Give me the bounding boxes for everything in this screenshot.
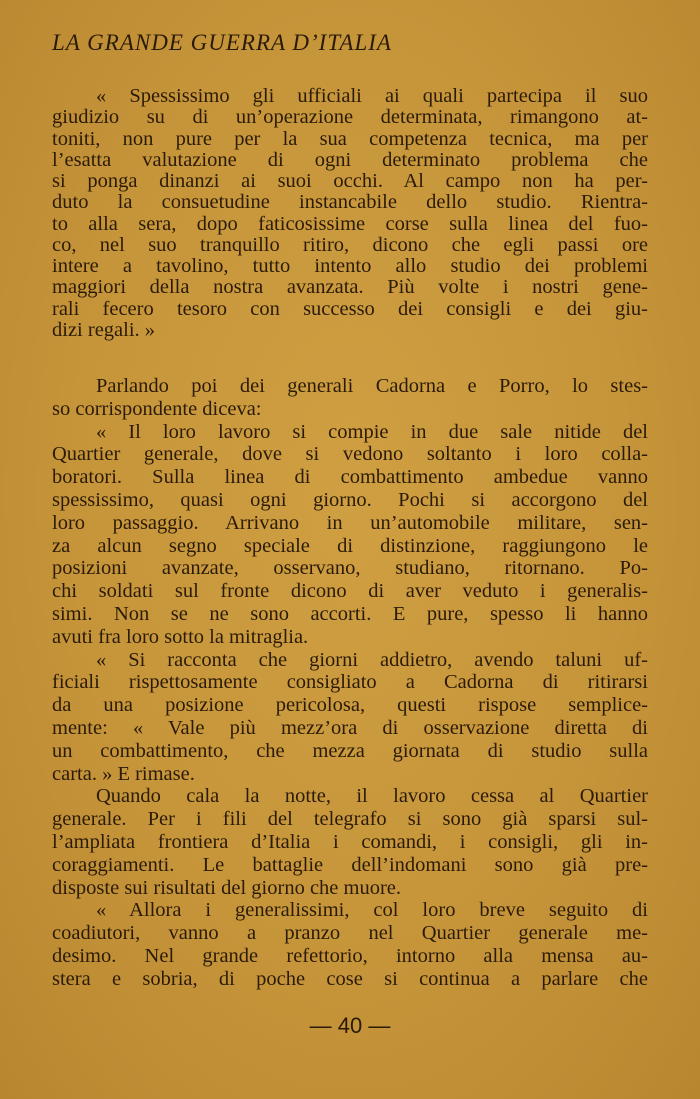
text-line: Quartier generale, dove si vedono soltanto i loro colla- <box>52 443 648 466</box>
text-line: l’ampliata frontiera d’Italia i comandi, i consigli, gli in- <box>52 830 648 853</box>
text-block-quote <box>52 86 648 341</box>
text-line: spessissimo, quasi ogni giorno. Pochi si accorgono del <box>52 488 648 511</box>
text-line: « Si racconta che giorni addietro, avendo taluni uf- <box>96 648 648 671</box>
text-line: simi. Non se ne sono accorti. E pure, spesso li hanno <box>52 602 648 625</box>
text-line: da una posizione pericolosa, questi rispose semplice- <box>52 694 648 717</box>
text-block-main <box>52 375 648 991</box>
text-line: co, nel suo tranquillo ritiro, dicono che egli passi ore <box>52 233 648 256</box>
text-line: mente: « Vale più mezz’ora di osservazione diretta di <box>52 716 648 739</box>
text-line: duto la consuetudine instancabile dello studio. Rientra- <box>52 191 648 214</box>
text-line: rali fecero tesoro con successo dei consigli e dei giu- <box>52 297 648 320</box>
text-line: carta. » E rimase. <box>52 762 195 785</box>
text-line: intere a tavolino, tutto intento allo studio dei problemi <box>52 255 648 277</box>
text-line: « Il loro lavoro si compie in due sale nitide del <box>96 420 648 443</box>
text-line: coadiutori, vanno a pranzo nel Quartier generale me- <box>52 922 648 945</box>
text-line: coraggiamenti. Le battaglie dell’indomani sono già pre- <box>52 853 648 876</box>
text-line: stera e sobria, di poche cose si continua a parlare che <box>52 967 648 990</box>
text-line: l’esatta valutazione di ogni determinato problema che <box>52 148 648 171</box>
text-line: chi soldati sul fronte dicono di aver veduto i generalis- <box>52 580 648 603</box>
text-line: posizioni avanzate, osservano, studiano, ritornano. Po- <box>52 557 648 580</box>
text-line: Parlando poi dei generali Cadorna e Porro, lo stes- <box>96 375 648 397</box>
text-line: un combattimento, che mezza giornata di studio sulla <box>52 739 648 762</box>
text-line: generale. Per i fili del telegrafo si sono già sparsi sul- <box>52 808 648 831</box>
text-line: maggiori della nostra avanzata. Più volte i nostri gene- <box>52 276 648 299</box>
text-line: boratori. Sulla linea di combattimento ambedue vanno <box>52 466 648 489</box>
page-number: — 40 — <box>309 1013 391 1038</box>
text-line: desimo. Nel grande refettorio, intorno alla mensa au- <box>52 944 648 967</box>
text-line: « Allora i generalissimi, col loro breve seguito di <box>96 899 648 922</box>
text-line: si ponga dinanzi ai suoi occhi. Al campo non ha per- <box>52 170 648 192</box>
running-header: LA GRANDE GUERRA D’ITALIA <box>52 30 392 55</box>
text-line: za alcun segno speciale di distinzione, raggiungono le <box>52 534 648 557</box>
text-line: giudizio su di un’operazione determinata, rimangono at- <box>52 106 648 129</box>
text-line: loro passaggio. Arrivano in un’automobile militare, sen- <box>52 511 648 534</box>
text-line: avuti fra loro sotto la mitraglia. <box>52 625 309 648</box>
text-line: disposte sui risultati del giorno che muore. <box>52 876 402 899</box>
text-line: so corrispondente diceva: <box>52 397 262 420</box>
text-line: toniti, non pure per la sua competenza tecnica, ma per <box>52 127 648 150</box>
text-line: ficiali rispettosamente consigliato a Cadorna di ritirarsi <box>52 671 648 694</box>
text-line: Quando cala la notte, il lavoro cessa al Quartier <box>96 785 648 808</box>
text-line: dizi regali. » <box>52 318 156 341</box>
text-line: to alla sera, dopo faticosissime corse sulla linea del fuo- <box>52 212 648 235</box>
text-line: « Spessissimo gli ufficiali ai quali partecipa il suo <box>96 85 648 107</box>
